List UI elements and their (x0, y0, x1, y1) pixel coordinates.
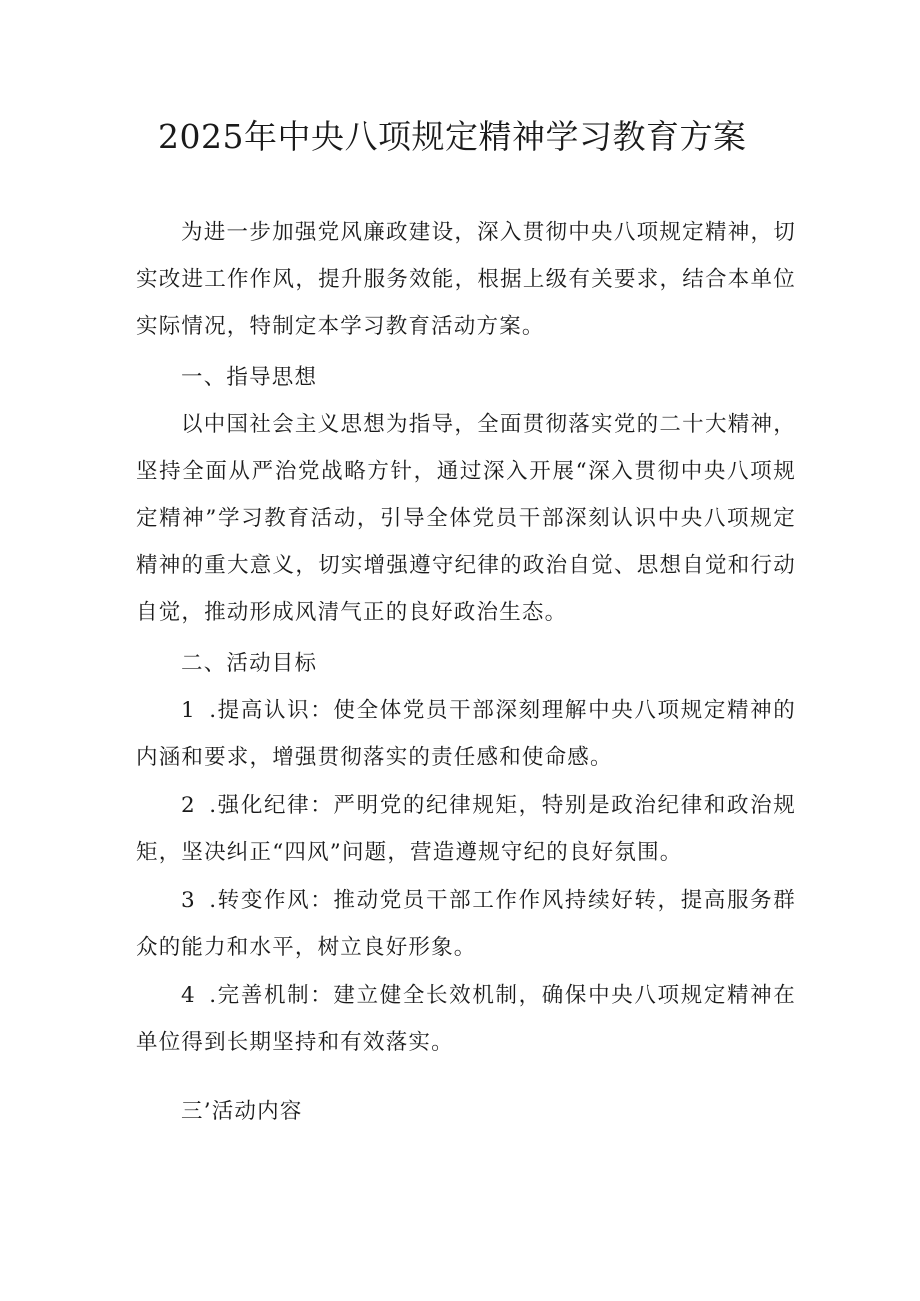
goal-item-1 (136, 687, 796, 781)
section-1-body: 以中国社会主义思想为指导，全面贯彻落实党的二十大精神，坚持全面从严治党战略方针，通过深入开展“深入贯彻中央八项规定精神”学习教育活动，引导全体党员干部深刻认识中央八项规定精神的重大意义，切实增强遵守纪律的政治自觉、思想自觉和行动自觉，推动形成风清气正的良好政治生态。 (136, 412, 796, 625)
goal-text: .强化纪律：严明党的纪律规矩，特别是政治纪律和政治规矩，坚决纠正“四风”问题，营造遵规守纪的良好氛围。 (136, 793, 796, 865)
intro-paragraph: 为进一步加强党风廉政建设，深入贯彻中央八项规定精神，切实改进工作作风，提升服务效能，根据上级有关要求，结合本单位实际情况，特制定本学习教育活动方案。 (136, 220, 796, 339)
goal-text: .提高认识：使全体党员干部深刻理解中央八项规定精神的内涵和要求，增强贯彻落实的责任感和使命感。 (136, 698, 796, 770)
goal-item-3 (136, 877, 796, 971)
goal-number: 2 (181, 793, 201, 818)
section-2-heading: 二、活动目标 (181, 651, 318, 676)
goal-text: .转变作风：推动党员干部工作作风持续好转，提高服务群众的能力和水平，树立良好形象。 (136, 888, 796, 960)
goal-number: 3 (181, 888, 201, 913)
goal-item-2 (136, 782, 796, 876)
document-title: 2025年中央八项规定精神学习教育方案 (158, 117, 747, 156)
goal-number: 4 (181, 983, 201, 1008)
goal-text: .完善机制：建立健全长效机制，确保中央八项规定精神在单位得到长期坚持和有效落实。 (136, 983, 796, 1055)
goal-item-4 (136, 972, 796, 1066)
goal-number: 1 (181, 698, 201, 723)
section-1-heading: 一、指导思想 (181, 365, 318, 390)
section-3-heading: 三’活动内容 (181, 1099, 303, 1124)
